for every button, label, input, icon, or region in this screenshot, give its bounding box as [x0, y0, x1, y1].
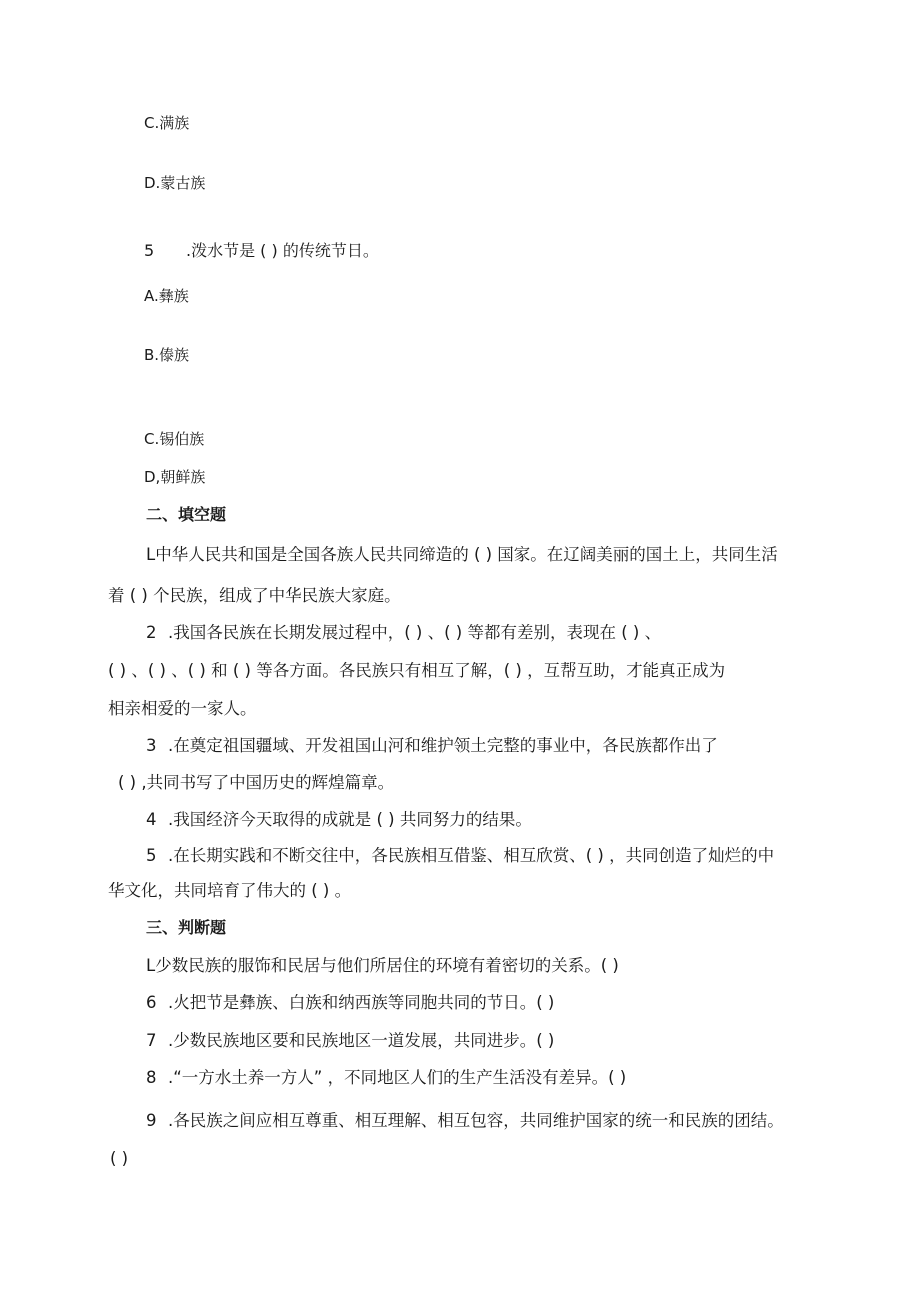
q5-option-d: D,朝鲜族 — [144, 468, 206, 486]
fill-q1-line2: 着 ( ) 个民族，组成了中华民族大家庭。 — [108, 586, 401, 605]
q4-option-c: C.满族 — [144, 114, 190, 132]
q4-option-d: D.蒙古族 — [144, 174, 206, 192]
fill-q2-line3: 相亲相爱的一家人。 — [108, 699, 257, 718]
fill-q3-number: 3 — [146, 736, 157, 755]
fill-q3-line2: ( ) ,共同书写了中国历史的辉煌篇章。 — [118, 773, 395, 792]
fill-q2-text: .我国各民族在长期发展过程中，( ) 、( ) 等都有差别，表现在 ( ) 、 — [168, 623, 662, 642]
judge-q8 — [146, 1068, 626, 1088]
q5-text: .泼水节是 ( ) 的传统节日。 — [186, 241, 379, 260]
fill-q5-number: 5 — [146, 846, 157, 865]
judge-q9-line2: ( ) — [110, 1149, 129, 1168]
fill-q5-line1 — [146, 846, 774, 866]
fill-q4-text: .我国经济今天取得的成就是 ( ) 共同努力的结果。 — [168, 810, 532, 829]
judge-q9-text: .各民族之间应相互尊重、相互理解、相互包容，共同维护国家的统一和民族的团结。 — [168, 1111, 784, 1130]
q5-option-a: A.彝族 — [144, 287, 189, 305]
judge-q8-text: .“一方水土养一方人” ，不同地区人们的生产生活没有差异。( ) — [168, 1068, 627, 1087]
fill-q5-line2: 华文化，共同培育了伟大的 ( ) 。 — [108, 881, 352, 900]
judge-q8-number: 8 — [146, 1068, 157, 1087]
judge-q1: L少数民族的服饰和民居与他们所居住的环境有着密切的关系。( ) — [146, 956, 619, 975]
q5-option-c: C.锡伯族 — [144, 430, 205, 448]
judge-q7-text: .少数民族地区要和民族地区一道发展，共同进步。( ) — [168, 1031, 555, 1050]
judge-q6 — [146, 993, 554, 1013]
q5-number: 5 — [144, 241, 155, 260]
fill-q2-line1 — [146, 623, 661, 643]
fill-q2-number: 2 — [146, 623, 157, 642]
fill-q4-number: 4 — [146, 810, 157, 829]
judge-q6-number: 6 — [146, 993, 157, 1012]
fill-q3-line1 — [146, 736, 718, 756]
section3-heading: 三、判断题 — [146, 918, 227, 937]
judge-q9-line1 — [146, 1111, 784, 1131]
fill-q2-line2: ( ) 、( ) 、( ) 和 ( ) 等各方面。各民族只有相互了解，( ) ，互帮互助，才能真正成为 — [108, 661, 726, 680]
fill-q4 — [146, 810, 532, 830]
judge-q9-number: 9 — [146, 1111, 157, 1130]
q5-stem — [144, 241, 379, 261]
fill-q3-text: .在奠定祖国疆域、开发祖国山河和维护领土完整的事业中，各民族都作出了 — [168, 736, 718, 755]
fill-q5-text: .在长期实践和不断交往中，各民族相互借鉴、相互欣赏、( ) ，共同创造了灿烂的中 — [168, 846, 775, 865]
judge-q7-number: 7 — [146, 1031, 157, 1050]
judge-q6-text: .火把节是彝族、白族和纳西族等同胞共同的节日。( ) — [168, 993, 555, 1012]
section2-heading: 二、填空题 — [146, 505, 227, 524]
judge-q7 — [146, 1031, 554, 1051]
fill-q1-line1: L中华人民共和国是全国各族人民共同缔造的 ( ) 国家。在辽阔美丽的国土上，共同生活 — [146, 545, 778, 564]
q5-option-b: B.傣族 — [144, 346, 190, 364]
